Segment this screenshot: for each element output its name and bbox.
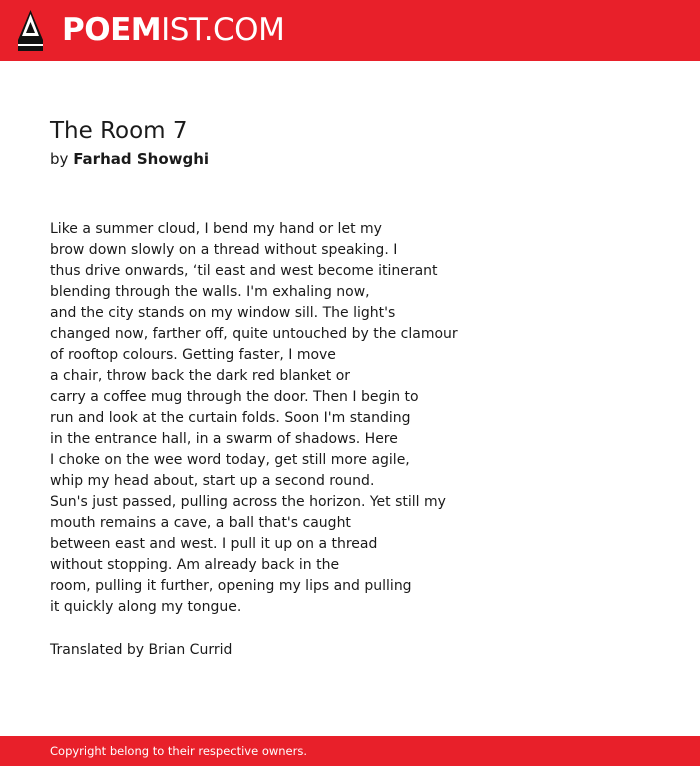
poem-line: and the city stands on my window sill. The light's (50, 305, 396, 321)
poem-line: changed now, farther off, quite untouched by the clamour (50, 326, 458, 342)
translator-credit: Translated by Brian Currid (50, 642, 233, 658)
poem-line: between east and west. I pull it up on a thread (50, 536, 378, 552)
poem-line: of rooftop colours. Getting faster, I move (50, 347, 336, 363)
poem-line: Like a summer cloud, I bend my hand or let my (50, 221, 382, 237)
poem-line: in the entrance hall, in a swarm of shadows. Here (50, 431, 398, 447)
copyright-notice: Copyright belong to their respective owners. (50, 744, 308, 758)
poem-line: thus drive onwards, ‘til east and west become itinerant (50, 263, 438, 279)
poem-line: brow down slowly on a thread without speaking. I (50, 242, 398, 258)
poem-line: room, pulling it further, opening my lips and pulling (50, 578, 412, 594)
pencil-tip-icon[interactable] (18, 10, 43, 51)
site-logo[interactable] (62, 13, 284, 47)
byline (50, 149, 209, 169)
poem-line: run and look at the curtain folds. Soon I'm standing (50, 410, 411, 426)
poem-line: I choke on the wee word today, get still more agile, (50, 452, 410, 468)
poem-line: whip my head about, start up a second round. (50, 473, 375, 489)
author-name: Farhad Showghi (73, 150, 210, 168)
poem-line: mouth remains a cave, a ball that's caught (50, 515, 351, 531)
by-label: by (50, 150, 69, 168)
poem-line: Sun's just passed, pulling across the horizon. Yet still my (50, 494, 446, 510)
site-header (0, 0, 700, 61)
poem-title: The Room 7 (50, 118, 188, 144)
brand-light: IST.COM (161, 12, 285, 48)
poem-line: blending through the walls. I'm exhaling now, (50, 284, 370, 300)
poem-line: carry a coffee mug through the door. Then I begin to (50, 389, 419, 405)
site-footer (0, 736, 700, 766)
poem-line: it quickly along my tongue. (50, 599, 242, 615)
poem-line: a chair, throw back the dark red blanket or (50, 368, 351, 384)
poem-line: without stopping. Am already back in the (50, 557, 340, 573)
brand-bold: POEM (62, 12, 162, 48)
poem-body (50, 219, 670, 618)
